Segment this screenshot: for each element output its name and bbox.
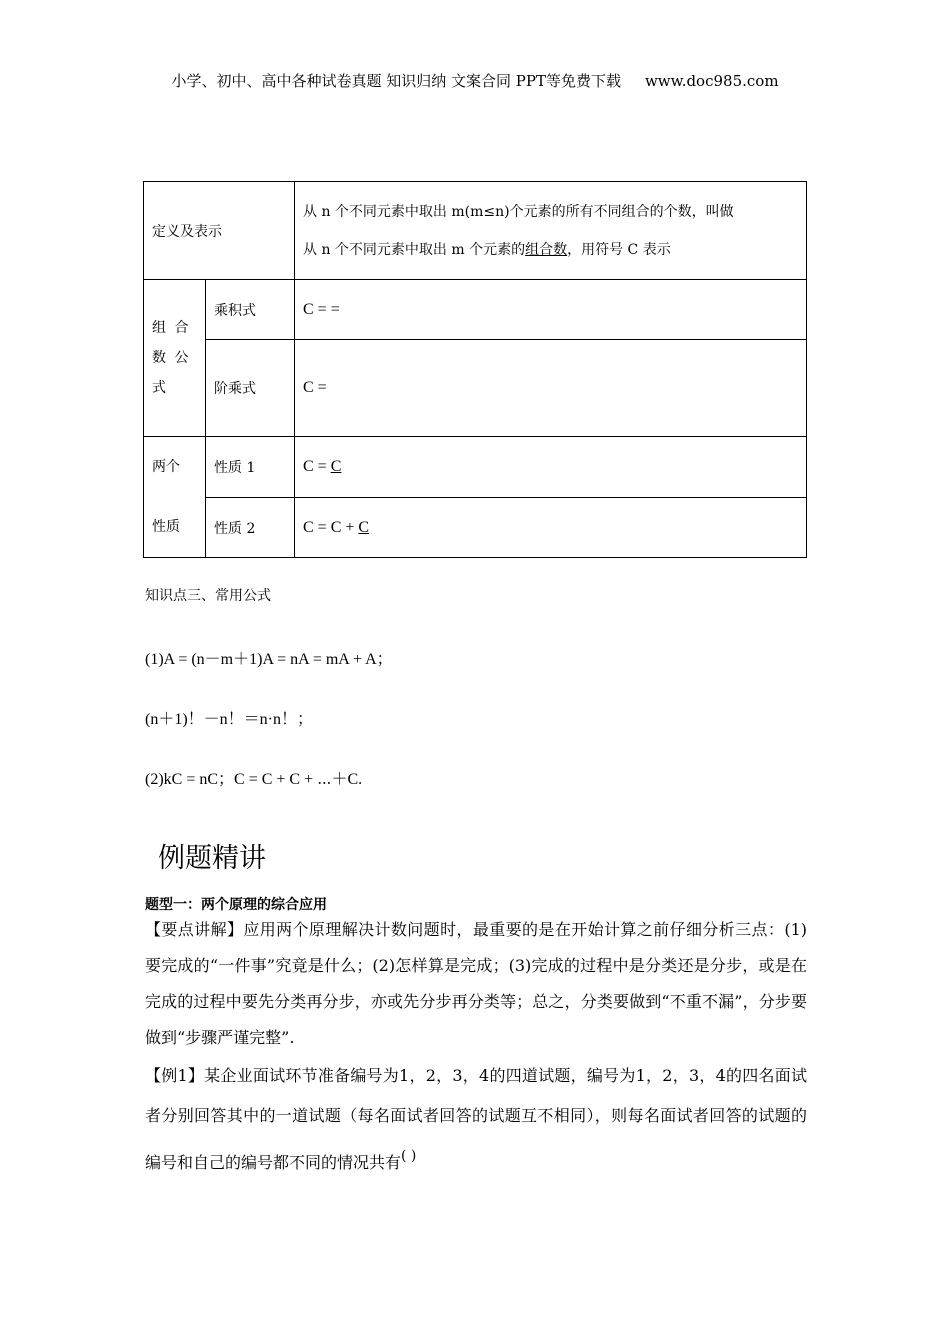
prop1-label: 性质 1 bbox=[206, 437, 295, 498]
def-content bbox=[295, 182, 807, 280]
formula-text: C = bbox=[303, 458, 331, 475]
combination-table bbox=[143, 181, 807, 558]
prop1-formula bbox=[295, 437, 807, 498]
example1 bbox=[145, 1056, 807, 1183]
formula-1: (1)A = (n－m＋1)A = nA = mA + A； bbox=[145, 651, 393, 668]
formula-2: (n＋1)！－n！＝n·n！； bbox=[145, 711, 313, 728]
type1-title: 题型一：两个原理的综合应用 bbox=[145, 897, 327, 913]
product-label: 乘积式 bbox=[206, 280, 295, 340]
prop2-label: 性质 2 bbox=[206, 498, 295, 558]
def-text: 从 n 个不同元素中取出 m 个元素的 bbox=[303, 241, 526, 258]
def-term: 组合数 bbox=[525, 241, 568, 258]
header-url: www.doc985.com bbox=[644, 72, 779, 90]
prop2-formula bbox=[295, 498, 807, 558]
formula-text: C bbox=[358, 518, 370, 536]
tip-paragraph: 【要点讲解】应用两个原理解决计数问题时，最重要的是在开始计算之前仔细分析三点：(1)要完成的“一件事”究竟是什么；(2)怎样算是完成；(3)完成的过程中是分类还是分步，或是在完成的过程中要先分类再分步，亦或先分步再分类等；总之，分类要做到“不重不漏”，分步要做到“步骤严谨完整”. bbox=[145, 920, 807, 1047]
example1-text: 【例1】某企业面试环节准备编号为1，2，3，4的四道试题，编号为1，2，3，4的四名面试者分别回答其中的一道试题（每名面试者回答的试题互不相同），则每名面试者回答的试题的编号和自己的编号都不同的情况共有 bbox=[145, 1066, 807, 1172]
factorial-formula: C = bbox=[295, 340, 807, 437]
factorial-label: 阶乘式 bbox=[206, 340, 295, 437]
formula-text: C bbox=[330, 458, 342, 475]
page-header bbox=[0, 70, 950, 91]
def-line1: 从 n 个不同元素中取出 m(m≤n)个元素的所有不同组合的个数，叫做 bbox=[303, 203, 734, 220]
product-formula: C = = bbox=[295, 280, 807, 340]
formula-3: (2)kC = nC；C = C + C + ⋯＋C. bbox=[145, 771, 363, 788]
formula-text: C = C + bbox=[303, 518, 359, 536]
answer-blank: ( ) bbox=[401, 1148, 417, 1164]
def-line2 bbox=[303, 231, 798, 269]
header-text: 小学、初中、高中各种试卷真题 知识归纳 文案合同 PPT等免费下载 bbox=[171, 72, 621, 90]
section-heading: 例题精讲 bbox=[158, 843, 266, 874]
def-label: 定义及表示 bbox=[144, 182, 295, 280]
props-group-label: 两个 性质 bbox=[144, 437, 206, 558]
formula-group-label: 组 合 数 公式 bbox=[144, 280, 206, 437]
section3-title: 知识点三、常用公式 bbox=[145, 588, 271, 604]
def-text: ，用符号 C 表示 bbox=[567, 241, 671, 258]
